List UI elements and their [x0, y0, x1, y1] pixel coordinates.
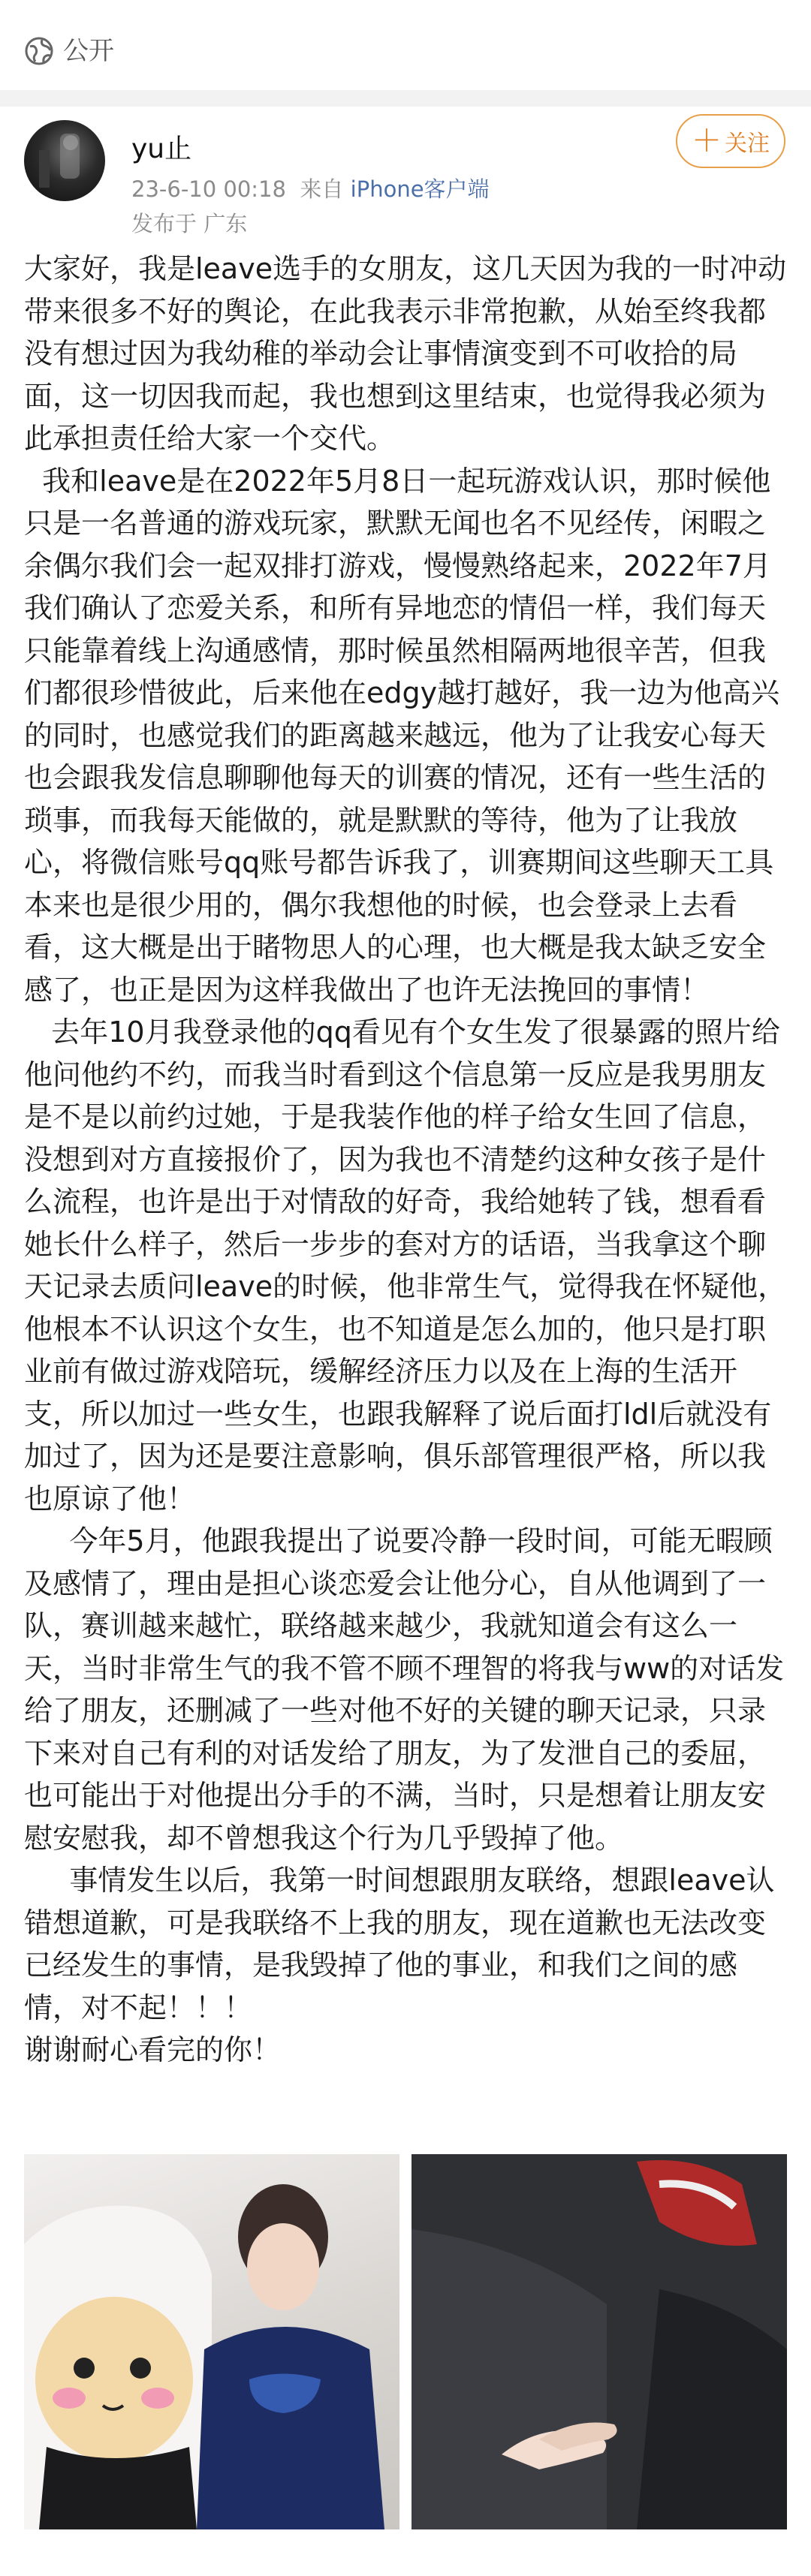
post-paragraph: 我和leave是在2022年5月8日一起玩游戏认识，那时候他只是一名普通的游戏玩家，默默无闻也名不见经传，闲暇之余偶尔我们会一起双排打游戏，慢慢熟络起来，2022年7月我们确认了恋爱关系，和所有异地恋的情侣一样，我们每天只能靠着线上沟通感情，那时候虽然相隔两地很辛苦，但我们都很珍惜彼此，后来他在edgy越打越好，我一边为他高兴的同时，也感觉我们的距离越来越远，他为了让我安心每天也会跟我发信息聊聊他每天的训赛的情况，还有一些生活的琐事，而我每天能做的，就是默默的等待，他为了让我放心，将微信账号qq账号都告诉我了，训赛期间这些聊天工具本来也是很少用的，偶尔我想他的时候，也会登录上去看看，这大概是出于睹物思人的心理，也大概是我太缺乏安全感了，也正是因为这样我做出了也许无法挽回的事情！	[24, 464, 780, 1007]
username[interactable]: yu止	[131, 134, 192, 164]
post-photo-2[interactable]	[412, 2154, 787, 2529]
photo-couple-image	[24, 2154, 399, 2529]
follow-button[interactable]	[676, 114, 785, 168]
post-body	[24, 248, 790, 2072]
avatar-image	[24, 120, 105, 201]
post-meta	[131, 173, 490, 203]
plus-icon: ＋	[692, 124, 722, 158]
globe-icon	[24, 36, 54, 66]
post-location: 发布于 广东	[131, 211, 248, 236]
follow-label: 关注	[725, 131, 770, 157]
photo-holding-hands-image	[412, 2154, 787, 2529]
post-source-link[interactable]: iPhone客户端	[350, 176, 490, 202]
post-paragraph: 去年10月我登录他的qq看见有个女生发了很暴露的照片给他问他约不约，而我当时看到这个信息第一反应是我男朋友是不是以前约过她，于是我装作他的样子给女生回了信息，没想到对方直接报价了，因为我也不清楚约这种女孩子是什么流程，也许是出于对情敌的好奇，我给她转了钱，想看看她长什么样子，然后一步步的套对方的话语，当我拿这个聊天记录去质问leave的时候，他非常生气，觉得我在怀疑他，他根本不认识这个女生，也不知道是怎么加的，他只是打职业前有做过游戏陪玩，缓解经济压力以及在上海的生活开支，所以加过一些女生，也跟我解释了说后面打ldl后就没有加过了，因为还是要注意影响，俱乐部管理很严格，所以我也原谅了他！	[24, 1016, 787, 1515]
post-paragraph: 今年5月，他跟我提出了说要冷静一段时间，可能无暇顾及感情了，理由是担心谈恋爱会让他分心，自从他调到了一队，赛训越来越忙，联络越来越少，我就知道会有这么一天，当时非常生气的我不管不顾不理智的将我与ww的对话发给了朋友，还删减了一些对他不好的关键的聊天记录，只录下来对自己有利的对话发给了朋友，为了发泄自己的委屈，也可能出于对他提出分手的不满，当时，只是想着让朋友安慰安慰我，却不曾想我这个行为几乎毁掉了他。	[24, 1524, 785, 1855]
source-prefix: 来自	[300, 176, 344, 202]
post-timestamp: 23-6-10 00:18	[131, 176, 286, 202]
post-paragraph: 谢谢耐心看完的你！	[24, 2033, 282, 2066]
section-divider	[0, 90, 811, 107]
post-paragraph: 大家好，我是leave选手的女朋友，这几天因为我的一时冲动带来很多不好的舆论，在此我表示非常抱歉，从始至终我都没有想过因为我幼稚的举动会让事情演变到不可收拾的局面，这一切因我而起，我也想到这里结束，也觉得我必须为此承担责任给大家一个交代。	[24, 252, 787, 455]
post-paragraph: 事情发生以后，我第一时间想跟朋友联络，想跟leave认错想道歉，可是我联络不上我的朋友，现在道歉也无法改变已经发生的事情，是我毁掉了他的事业，和我们之间的感情，对不起！！！	[24, 1864, 775, 2024]
visibility-bar	[0, 0, 811, 105]
post-photo-1[interactable]	[24, 2154, 399, 2529]
visibility-label: 公开	[63, 36, 114, 66]
avatar[interactable]	[24, 120, 105, 201]
